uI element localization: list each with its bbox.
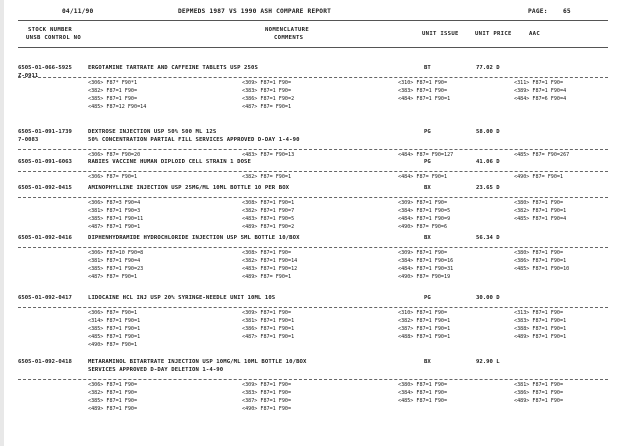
quantity-code: <485> F87= F90=267	[514, 152, 570, 158]
quantity-code: <384> F87=1 F90=	[398, 390, 448, 396]
quantity-code: <383> F87=1 F90=	[398, 88, 448, 94]
unsb-control-number: 7-0083	[18, 137, 39, 143]
unit-issue: PG	[424, 295, 431, 301]
stock-number: 6505-01-066-5925	[18, 65, 72, 71]
quantity-code: <389> F87=1 F90=4	[514, 88, 567, 94]
quantity-code: <383> F87=1 F90=	[242, 390, 292, 396]
unit-issue: BT	[424, 65, 431, 71]
quantity-code: <487> F87= F90=1	[242, 104, 292, 110]
quantity-code: <386> F87=1 F90=2	[242, 96, 295, 102]
stock-number: 6505-01-092-0418	[18, 359, 72, 365]
unsb-control-number: Z-0911	[18, 73, 39, 79]
quantity-code: <380> F87=1 F90=	[514, 250, 564, 256]
report-title: DEPMEDS 1987 VS 1990 ASH COMPARE REPORT	[178, 8, 332, 15]
item-separator	[18, 197, 608, 198]
col-unit-issue: UNIT ISSUE	[422, 31, 459, 37]
quantity-code: <306> F87= F90=1	[88, 310, 138, 316]
quantity-code: <489> F87=1 F90=1	[514, 334, 567, 340]
unit-issue: BX	[424, 359, 431, 365]
quantity-code: <485> F87=1 F90=	[398, 398, 448, 404]
item-separator	[18, 247, 608, 248]
quantity-code: <386> F87=1 F90=	[514, 390, 564, 396]
nomenclature-line: DEXTROSE INJECTION USP 50% 500 ML 12S	[88, 129, 217, 135]
quantity-code: <483> F87=1 F90=12	[242, 266, 298, 272]
quantity-code: <306> F87=3 F90=4	[88, 200, 141, 206]
scan-edge	[0, 0, 4, 446]
quantity-code: <382> F87=1 F90=7	[242, 208, 295, 214]
nomenclature-line: LIDOCAINE HCL INJ USP 20% SYRINGE-NEEDLE UNIT 10ML 10S	[88, 295, 276, 301]
quantity-code: <484> F87=6 F90=4	[514, 96, 567, 102]
quantity-code: <483> F87=1 F90=5	[242, 216, 295, 222]
quantity-code: <309> F87=1 F90=	[242, 80, 292, 86]
quantity-code: <306> F87=1 F90=	[88, 382, 138, 388]
unit-issue: BX	[424, 235, 431, 241]
quantity-code: <484> F87=1 F90=31	[398, 266, 454, 272]
quantity-code: <381> F87=1 F90=	[514, 382, 564, 388]
quantity-code: <306> F87= F90=1	[88, 174, 138, 180]
unit-issue: PG	[424, 159, 431, 165]
quantity-code: <310> F87=1 F90=	[398, 310, 448, 316]
quantity-code: <484> F87=1 F90=1	[398, 96, 451, 102]
quantity-code: <487> F87= F90=1	[88, 274, 138, 280]
quantity-code: <483> F87= F90=13	[242, 152, 295, 158]
stock-number: 6505-01-091-1739	[18, 129, 72, 135]
col-unsb-control: UNSB CONTROL NO	[26, 35, 82, 41]
quantity-code: <308> F87=1 F90=	[242, 250, 292, 256]
quantity-code: <485> F87=1 F90=1	[88, 334, 141, 340]
quantity-code: <385> F87=1 F90=1	[88, 326, 141, 332]
stock-number: 6505-01-092-0417	[18, 295, 72, 301]
quantity-code: <306> F87=10 F90=8	[88, 250, 144, 256]
stock-number: 6505-01-091-6063	[18, 159, 72, 165]
quantity-code: <487> F87=1 F90=1	[242, 334, 295, 340]
nomenclature-line: SERVICES APPROVED D-DAY DELETION 1-4-90	[88, 367, 224, 373]
quantity-code: <382> F87= F90=1	[242, 174, 292, 180]
col-unit-price: UNIT PRICE	[475, 31, 512, 37]
nomenclature-line: METARAMINOL BITARTRATE INJECTION USP 10MG/ML 10ML BOTTLE 10/BOX	[88, 359, 307, 365]
quantity-code: <382> F87=1 F90=	[88, 390, 138, 396]
quantity-code: <311> F87=1 F90=	[514, 80, 564, 86]
stock-number: 6505-01-092-0415	[18, 185, 72, 191]
quantity-code: <484> F87=1 F90=9	[398, 216, 451, 222]
col-stock-number: STOCK NUMBER	[28, 27, 73, 33]
item-separator	[18, 171, 608, 172]
quantity-code: <385> F87=1 F90=	[88, 398, 138, 404]
quantity-code: <485> F87=12 F90=14	[88, 104, 147, 110]
quantity-code: <313> F87=1 F90=	[514, 310, 564, 316]
quantity-code: <309> F87=1 F90=	[242, 382, 292, 388]
stock-number: 6505-01-092-0416	[18, 235, 72, 241]
quantity-code: <385> F87=1 F90=11	[88, 216, 144, 222]
unit-price: 58.00 D	[476, 129, 500, 135]
quantity-code: <386> F87=1 F90=1	[514, 258, 567, 264]
item-separator	[18, 149, 608, 150]
quantity-code: <314> F87=1 F90=1	[88, 318, 141, 324]
quantity-code: <384> F87=1 F90=5	[398, 208, 451, 214]
nomenclature-line: RABIES VACCINE HUMAN DIPLOID CELL STRAIN 1 DOSE	[88, 159, 251, 165]
item-separator	[18, 307, 608, 308]
quantity-code: <383> F87=1 F90=	[242, 88, 292, 94]
nomenclature-line: ERGOTAMINE TARTRATE AND CAFFEINE TABLETS USP 250S	[88, 65, 258, 71]
col-comments: COMMENTS	[274, 35, 304, 41]
quantity-code: <381> F87=1 F90=3	[88, 208, 141, 214]
unit-issue: BX	[424, 185, 431, 191]
quantity-code: <381> F87=1 F90=4	[88, 258, 141, 264]
quantity-code: <490> F87= F90=6	[398, 224, 448, 230]
page-number: 65	[563, 8, 571, 15]
quantity-code: <490> F87= F90=1	[514, 174, 564, 180]
quantity-code: <485> F87=1 F90=4	[514, 216, 567, 222]
nomenclature-line: DIPHENHYDRAMIDE HYDROCHLORIDE INJECTION USP 5ML BOTTLE 10/BOX	[88, 235, 300, 241]
quantity-code: <385> F87=1 F90=	[88, 96, 138, 102]
quantity-code: <309> F87=1 F90=	[398, 250, 448, 256]
quantity-code: <387> F87=1 F90=1	[398, 326, 451, 332]
quantity-code: <485> F87=1 F90=10	[514, 266, 570, 272]
quantity-code: <380> F87=1 F90=	[398, 382, 448, 388]
quantity-code: <388> F87=1 F90=1	[514, 326, 567, 332]
quantity-code: <381> F87=1 F90=1	[242, 318, 295, 324]
quantity-code: <489> F87= F90=1	[242, 274, 292, 280]
col-nomenclature: NOMENCLATURE	[265, 27, 310, 33]
quantity-code: <382> F87=1 F90=	[88, 88, 138, 94]
quantity-code: <382> F87=1 F90=14	[242, 258, 298, 264]
header-rule-top	[18, 20, 608, 21]
quantity-code: <310> F87=1 F90=	[398, 80, 448, 86]
quantity-code: <484> F87= F90=127	[398, 152, 454, 158]
item-separator	[18, 77, 608, 78]
nomenclature-line: AMINOPHYLLINE INJECTION USP 25MG/ML 10ML BOTTLE 10 PER BOX	[88, 185, 290, 191]
header-rule-bottom	[18, 47, 608, 48]
quantity-code: <384> F87=1 F90=16	[398, 258, 454, 264]
unit-price: 92.90 L	[476, 359, 500, 365]
unit-price: 56.34 D	[476, 235, 500, 241]
quantity-code: <382> F87=1 F90=1	[398, 318, 451, 324]
quantity-code: <490> F87=1 F90=	[242, 406, 292, 412]
quantity-code: <385> F87=1 F90=23	[88, 266, 144, 272]
unit-price: 23.65 D	[476, 185, 500, 191]
quantity-code: <490> F87= F90=19	[398, 274, 451, 280]
quantity-code: <490> F87= F90=1	[88, 342, 138, 348]
quantity-code: <309> F87=1 F90=	[242, 310, 292, 316]
item-separator	[18, 379, 608, 380]
quantity-code: <308> F87=1 F90=1	[242, 200, 295, 206]
quantity-code: <487> F87=1 F90=1	[88, 224, 141, 230]
unit-price: 41.06 D	[476, 159, 500, 165]
quantity-code: <489> F87=1 F90=	[88, 406, 138, 412]
quantity-code: <489> F87=1 F90=2	[242, 224, 295, 230]
unit-price: 77.02 D	[476, 65, 500, 71]
quantity-code: <488> F87=1 F90=1	[398, 334, 451, 340]
quantity-code: <489> F87=1 F90=	[514, 398, 564, 404]
quantity-code: <380> F87=1 F90=	[514, 200, 564, 206]
quantity-code: <382> F87=1 F90=1	[514, 208, 567, 214]
nomenclature-line: 50% CONCENTRATION PARTIAL FILL SERVICES APPROVED D-DAY 1-4-90	[88, 137, 300, 143]
report-date: 04/11/90	[62, 8, 94, 15]
quantity-code: <484> F87= F90=1	[398, 174, 448, 180]
unit-issue: PG	[424, 129, 431, 135]
quantity-code: <383> F87=1 F90=1	[514, 318, 567, 324]
quantity-code: <306> F87* F90*1	[88, 80, 138, 86]
quantity-code: <309> F87=1 F90=	[398, 200, 448, 206]
unit-price: 30.00 D	[476, 295, 500, 301]
quantity-code: <386> F87=1 F90=1	[242, 326, 295, 332]
col-aac: AAC	[529, 31, 541, 37]
quantity-code: <306> F87= F90=20	[88, 152, 141, 158]
quantity-code: <387> F87=1 F90=	[242, 398, 292, 404]
page-label: PAGE:	[528, 8, 548, 15]
